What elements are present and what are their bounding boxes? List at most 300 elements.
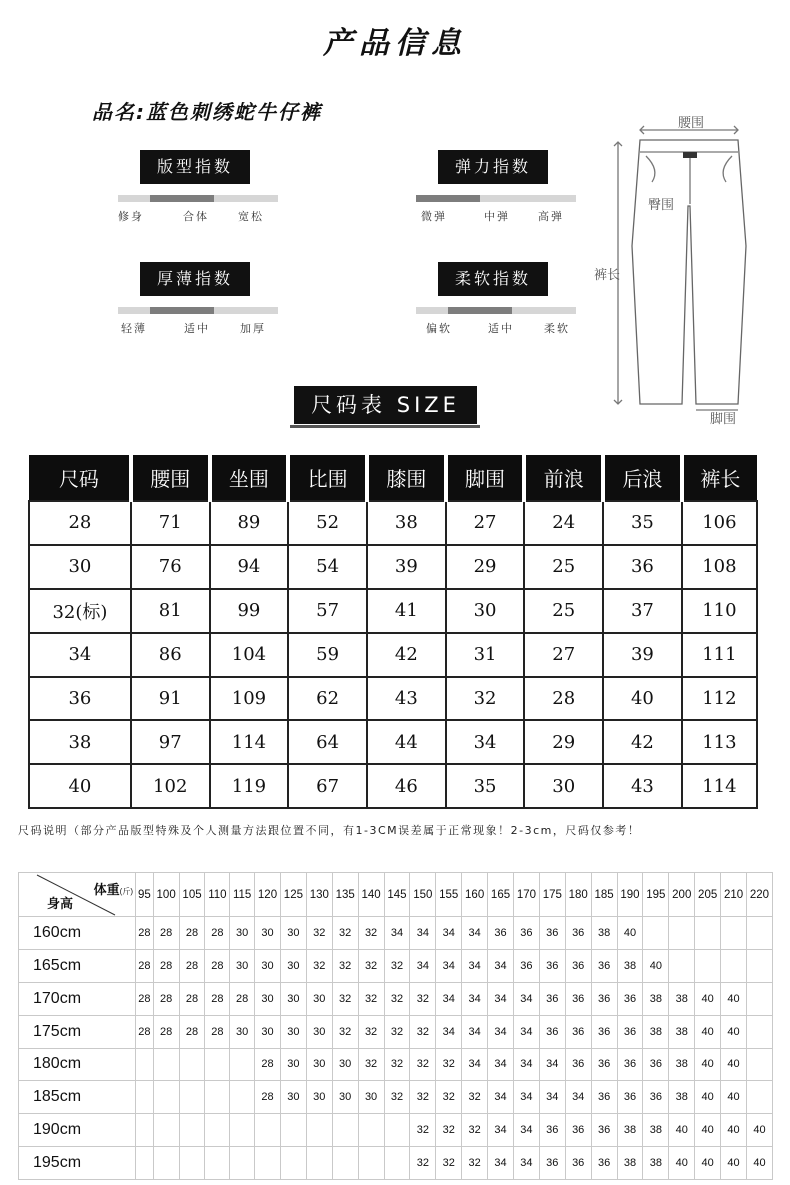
size-cell: 40 <box>29 764 131 808</box>
size-suggestion-cell: 28 <box>153 1015 179 1048</box>
size-suggestion-cell: 32 <box>332 949 358 982</box>
diagram-length-label: 裤长 <box>594 268 621 283</box>
size-suggestion-cell: 34 <box>488 982 514 1015</box>
size-suggestion-cell: 36 <box>565 1015 591 1048</box>
weight-header-cell: 210 <box>721 873 747 917</box>
size-cell: 30 <box>524 764 603 808</box>
size-suggestion-cell: 36 <box>617 1081 643 1114</box>
weight-header-cell: 175 <box>539 873 565 917</box>
size-suggestion-cell <box>306 1147 332 1180</box>
size-suggestion-cell: 30 <box>306 1081 332 1114</box>
size-suggestion-cell: 36 <box>591 1114 617 1147</box>
size-suggestion-cell <box>205 1048 230 1081</box>
size-header-cell: 前浪 <box>524 455 603 501</box>
size-cell: 112 <box>682 677 757 721</box>
size-cell: 29 <box>524 720 603 764</box>
size-cell: 109 <box>210 677 289 721</box>
size-suggestion-cell: 28 <box>255 1081 281 1114</box>
size-suggestion-cell: 30 <box>280 1015 306 1048</box>
size-cell: 37 <box>603 589 682 633</box>
size-suggestion-cell: 30 <box>280 1048 306 1081</box>
size-suggestion-cell <box>746 982 772 1015</box>
size-cell: 31 <box>446 633 525 677</box>
size-cell: 36 <box>603 545 682 589</box>
size-suggestion-cell: 36 <box>591 949 617 982</box>
size-cell: 38 <box>29 720 131 764</box>
size-cell: 27 <box>524 633 603 677</box>
thickness-tick-2: 适中 <box>184 322 210 335</box>
size-suggestion-cell: 40 <box>695 1147 721 1180</box>
size-cell: 57 <box>288 589 367 633</box>
size-suggestion-cell <box>179 1081 205 1114</box>
size-suggestion-cell: 32 <box>410 1015 436 1048</box>
size-suggestion-cell: 28 <box>179 949 205 982</box>
size-suggestion-cell: 30 <box>280 917 306 950</box>
size-suggestion-cell: 32 <box>462 1081 488 1114</box>
size-suggestion-cell: 30 <box>255 1015 281 1048</box>
size-cell: 71 <box>131 501 210 545</box>
size-suggestion-cell <box>153 1081 179 1114</box>
size-table-row <box>29 501 757 545</box>
size-suggestion-cell <box>280 1147 306 1180</box>
size-suggestion-cell <box>358 1147 384 1180</box>
size-table-row <box>29 545 757 589</box>
size-cell: 40 <box>603 677 682 721</box>
size-suggestion-cell: 28 <box>205 949 230 982</box>
table-corner-cell <box>19 873 136 917</box>
size-cell: 44 <box>367 720 446 764</box>
size-cell: 97 <box>131 720 210 764</box>
size-suggestion-cell: 36 <box>565 949 591 982</box>
weight-header-cell: 125 <box>280 873 306 917</box>
size-cell: 43 <box>367 677 446 721</box>
size-suggestion-cell: 34 <box>384 917 410 950</box>
size-cell: 39 <box>367 545 446 589</box>
height-cell: 180cm <box>19 1048 136 1081</box>
weight-header-cell: 115 <box>230 873 255 917</box>
size-suggestion-cell: 30 <box>230 917 255 950</box>
weight-header-cell: 185 <box>591 873 617 917</box>
size-suggestion-cell: 30 <box>332 1081 358 1114</box>
weight-header-cell: 200 <box>669 873 695 917</box>
size-suggestion-cell: 30 <box>306 982 332 1015</box>
size-suggestion-cell <box>230 1147 255 1180</box>
size-suggestion-cell: 28 <box>136 982 154 1015</box>
size-suggestion-cell: 34 <box>410 949 436 982</box>
size-suggestion-cell: 34 <box>513 1048 539 1081</box>
size-suggestion-cell: 32 <box>306 949 332 982</box>
size-cell: 27 <box>446 501 525 545</box>
size-suggestion-cell: 38 <box>643 1015 669 1048</box>
size-suggestion-cell <box>205 1081 230 1114</box>
size-cell: 42 <box>367 633 446 677</box>
size-cell: 111 <box>682 633 757 677</box>
size-suggestion-cell: 36 <box>565 1048 591 1081</box>
weight-header-cell: 110 <box>205 873 230 917</box>
size-suggestion-cell <box>332 1147 358 1180</box>
size-cell: 76 <box>131 545 210 589</box>
size-cell: 113 <box>682 720 757 764</box>
size-suggestion-cell: 38 <box>617 949 643 982</box>
size-suggestion-cell: 28 <box>136 917 154 950</box>
size-suggestion-cell <box>384 1147 410 1180</box>
size-suggestion-cell: 28 <box>136 1015 154 1048</box>
size-suggestion-cell: 36 <box>539 917 565 950</box>
size-suggestion-cell: 40 <box>721 982 747 1015</box>
size-suggestion-cell: 40 <box>695 1015 721 1048</box>
size-suggestion-cell: 40 <box>617 917 643 950</box>
size-suggestion-cell: 32 <box>436 1081 462 1114</box>
size-suggestion-cell: 30 <box>306 1015 332 1048</box>
size-suggestion-cell: 34 <box>513 1015 539 1048</box>
size-cell: 64 <box>288 720 367 764</box>
size-cell: 59 <box>288 633 367 677</box>
size-suggestion-cell: 38 <box>669 1081 695 1114</box>
size-cell: 39 <box>603 633 682 677</box>
softness-index-bar <box>416 307 576 314</box>
size-suggestion-cell: 28 <box>205 982 230 1015</box>
product-name: 品名:蓝色刺绣蛇牛仔裤 <box>92 100 322 124</box>
weight-header-cell: 205 <box>695 873 721 917</box>
size-suggestion-cell: 32 <box>436 1048 462 1081</box>
size-cell: 54 <box>288 545 367 589</box>
size-suggestion-cell: 38 <box>669 1048 695 1081</box>
size-suggestion-cell: 28 <box>179 1015 205 1048</box>
height-cell: 170cm <box>19 982 136 1015</box>
size-cell: 38 <box>367 501 446 545</box>
size-suggestion-cell: 28 <box>136 949 154 982</box>
size-cell: 119 <box>210 764 289 808</box>
size-suggestion-cell: 36 <box>565 1114 591 1147</box>
size-suggestion-cell: 34 <box>488 949 514 982</box>
size-suggestion-cell: 40 <box>695 1081 721 1114</box>
size-suggestion-cell: 38 <box>669 982 695 1015</box>
size-cell: 94 <box>210 545 289 589</box>
size-suggestion-cell: 38 <box>643 1114 669 1147</box>
size-suggestion-cell: 34 <box>488 1114 514 1147</box>
size-suggestion-cell: 36 <box>591 1015 617 1048</box>
size-suggestion-cell: 32 <box>410 1081 436 1114</box>
size-suggestion-cell: 28 <box>205 917 230 950</box>
size-suggestion-cell: 36 <box>617 1048 643 1081</box>
size-suggestion-cell <box>746 949 772 982</box>
weight-header-cell: 160 <box>462 873 488 917</box>
size-cell: 62 <box>288 677 367 721</box>
elasticity-index-label: 弹力指数 <box>438 150 548 184</box>
size-suggestion-cell <box>721 917 747 950</box>
size-cell: 30 <box>446 589 525 633</box>
size-suggestion-cell: 40 <box>746 1147 772 1180</box>
size-suggestion-cell: 40 <box>669 1147 695 1180</box>
height-cell: 190cm <box>19 1114 136 1147</box>
size-suggestion-cell: 32 <box>306 917 332 950</box>
softness-index-label: 柔软指数 <box>438 262 548 296</box>
size-cell: 91 <box>131 677 210 721</box>
size-suggestion-cell: 32 <box>358 1048 384 1081</box>
size-cell: 24 <box>524 501 603 545</box>
size-suggestion-cell: 30 <box>255 917 281 950</box>
reference-row <box>19 982 773 1015</box>
size-suggestion-cell: 32 <box>384 1048 410 1081</box>
size-suggestion-cell <box>695 949 721 982</box>
size-cell: 46 <box>367 764 446 808</box>
weight-header-cell: 195 <box>643 873 669 917</box>
size-suggestion-cell: 40 <box>746 1114 772 1147</box>
size-suggestion-cell: 30 <box>358 1081 384 1114</box>
weight-header-cell: 140 <box>358 873 384 917</box>
size-suggestion-cell: 32 <box>332 1015 358 1048</box>
size-table <box>28 455 758 809</box>
weight-header-cell: 100 <box>153 873 179 917</box>
size-cell: 25 <box>524 545 603 589</box>
size-header-cell: 膝围 <box>367 455 446 501</box>
size-suggestion-cell <box>746 1048 772 1081</box>
size-suggestion-cell: 38 <box>669 1015 695 1048</box>
size-suggestion-cell: 34 <box>462 982 488 1015</box>
softness-tick-2: 适中 <box>488 322 514 335</box>
size-suggestion-cell: 36 <box>539 1147 565 1180</box>
size-suggestion-cell: 28 <box>255 1048 281 1081</box>
pants-diagram <box>588 108 768 430</box>
size-suggestion-cell: 28 <box>205 1015 230 1048</box>
size-suggestion-cell <box>136 1048 154 1081</box>
size-suggestion-cell <box>669 949 695 982</box>
weight-header-cell: 105 <box>179 873 205 917</box>
size-suggestion-cell: 32 <box>384 949 410 982</box>
size-cell: 41 <box>367 589 446 633</box>
height-axis-label: 身高 <box>47 896 74 911</box>
size-suggestion-cell: 34 <box>436 949 462 982</box>
size-suggestion-cell <box>153 1147 179 1180</box>
size-suggestion-cell: 36 <box>565 1147 591 1180</box>
reference-row <box>19 1147 773 1180</box>
size-suggestion-cell <box>695 917 721 950</box>
size-suggestion-cell: 34 <box>513 1114 539 1147</box>
diagram-waist-label: 腰围 <box>678 116 705 131</box>
weight-axis-label: 体重(斤) <box>93 882 133 897</box>
size-suggestion-cell <box>179 1048 205 1081</box>
size-cell: 35 <box>446 764 525 808</box>
size-table-row <box>29 720 757 764</box>
size-suggestion-cell <box>205 1114 230 1147</box>
size-suggestion-cell: 40 <box>695 1048 721 1081</box>
thickness-tick-1: 轻薄 <box>121 322 147 335</box>
size-suggestion-cell: 36 <box>513 917 539 950</box>
size-cell: 34 <box>29 633 131 677</box>
reference-row <box>19 1114 773 1147</box>
weight-header-cell: 120 <box>255 873 281 917</box>
size-suggestion-cell: 34 <box>462 917 488 950</box>
size-suggestion-cell <box>153 1048 179 1081</box>
size-suggestion-cell: 40 <box>721 1147 747 1180</box>
size-suggestion-cell: 32 <box>410 982 436 1015</box>
size-header-cell: 坐围 <box>210 455 289 501</box>
size-suggestion-cell: 30 <box>332 1048 358 1081</box>
size-suggestion-cell: 32 <box>332 917 358 950</box>
size-suggestion-cell: 36 <box>565 917 591 950</box>
size-header-cell: 腰围 <box>131 455 210 501</box>
softness-tick-3: 柔软 <box>544 322 570 335</box>
thickness-tick-3: 加厚 <box>240 322 266 335</box>
diagram-leg-opening-label: 脚围 <box>710 412 737 427</box>
size-cell: 86 <box>131 633 210 677</box>
size-suggestion-cell <box>721 949 747 982</box>
size-suggestion-cell: 34 <box>436 1015 462 1048</box>
size-suggestion-cell: 36 <box>591 982 617 1015</box>
size-suggestion-cell: 32 <box>358 949 384 982</box>
size-cell: 32(标) <box>29 589 131 633</box>
size-cell: 29 <box>446 545 525 589</box>
size-cell: 32 <box>446 677 525 721</box>
fit-tick-2: 合体 <box>183 210 209 223</box>
elasticity-tick-3: 高弹 <box>538 210 564 223</box>
size-cell: 25 <box>524 589 603 633</box>
size-cell: 52 <box>288 501 367 545</box>
size-suggestion-cell: 32 <box>410 1147 436 1180</box>
size-suggestion-cell: 40 <box>695 982 721 1015</box>
size-suggestion-cell: 32 <box>436 1147 462 1180</box>
size-suggestion-cell: 36 <box>539 949 565 982</box>
size-suggestion-cell: 32 <box>358 1015 384 1048</box>
size-cell: 102 <box>131 764 210 808</box>
size-suggestion-cell: 34 <box>565 1081 591 1114</box>
size-suggestion-cell: 30 <box>280 982 306 1015</box>
size-suggestion-cell: 32 <box>410 1048 436 1081</box>
size-suggestion-cell: 34 <box>462 1015 488 1048</box>
size-suggestion-cell: 36 <box>591 1081 617 1114</box>
size-title-underline <box>290 425 480 428</box>
size-suggestion-cell: 40 <box>721 1015 747 1048</box>
size-suggestion-cell <box>332 1114 358 1147</box>
size-suggestion-cell: 36 <box>591 1147 617 1180</box>
size-suggestion-cell: 36 <box>565 982 591 1015</box>
size-suggestion-cell: 32 <box>462 1114 488 1147</box>
size-suggestion-cell: 34 <box>436 982 462 1015</box>
size-suggestion-cell: 40 <box>643 949 669 982</box>
size-suggestion-cell: 36 <box>643 1048 669 1081</box>
size-suggestion-cell: 34 <box>436 917 462 950</box>
size-suggestion-cell <box>306 1114 332 1147</box>
size-suggestion-cell: 28 <box>179 982 205 1015</box>
size-suggestion-cell: 32 <box>384 1081 410 1114</box>
size-suggestion-cell: 34 <box>462 949 488 982</box>
size-header-cell: 脚围 <box>446 455 525 501</box>
size-suggestion-cell <box>255 1147 281 1180</box>
size-suggestion-cell <box>746 1081 772 1114</box>
size-suggestion-cell <box>205 1147 230 1180</box>
height-weight-reference-table <box>18 872 773 1180</box>
size-suggestion-cell <box>136 1147 154 1180</box>
size-cell: 35 <box>603 501 682 545</box>
weight-header-cell: 190 <box>617 873 643 917</box>
size-cell: 67 <box>288 764 367 808</box>
weight-header-cell: 165 <box>488 873 514 917</box>
size-suggestion-cell <box>746 1015 772 1048</box>
size-suggestion-cell: 34 <box>539 1081 565 1114</box>
size-cell: 110 <box>682 589 757 633</box>
size-suggestion-cell: 30 <box>306 1048 332 1081</box>
size-table-title: 尺码表 SIZE <box>294 386 477 424</box>
size-suggestion-cell: 34 <box>513 1081 539 1114</box>
size-suggestion-cell: 30 <box>280 949 306 982</box>
size-suggestion-cell <box>153 1114 179 1147</box>
reference-row <box>19 917 773 950</box>
size-suggestion-cell <box>230 1081 255 1114</box>
softness-tick-1: 偏软 <box>426 322 452 335</box>
weight-header-cell: 130 <box>306 873 332 917</box>
size-suggestion-cell <box>136 1081 154 1114</box>
size-suggestion-cell: 32 <box>462 1147 488 1180</box>
size-suggestion-cell: 40 <box>669 1114 695 1147</box>
size-suggestion-cell <box>179 1114 205 1147</box>
height-cell: 195cm <box>19 1147 136 1180</box>
weight-header-cell: 220 <box>746 873 772 917</box>
size-table-row <box>29 633 757 677</box>
height-cell: 185cm <box>19 1081 136 1114</box>
size-cell: 104 <box>210 633 289 677</box>
size-suggestion-cell <box>746 917 772 950</box>
size-suggestion-cell <box>384 1114 410 1147</box>
elasticity-tick-1: 微弹 <box>421 210 447 223</box>
size-suggestion-cell: 40 <box>721 1048 747 1081</box>
size-suggestion-cell: 40 <box>695 1114 721 1147</box>
size-note: 尺码说明（部分产品版型特殊及个人测量方法跟位置不同，有1-3CM误差属于正常现象！2-3cm，尺码仅参考！ <box>18 824 641 837</box>
weight-header-cell: 170 <box>513 873 539 917</box>
size-suggestion-cell: 32 <box>332 982 358 1015</box>
size-suggestion-cell: 36 <box>591 1048 617 1081</box>
size-suggestion-cell: 38 <box>617 1114 643 1147</box>
size-suggestion-cell: 32 <box>384 982 410 1015</box>
size-suggestion-cell: 28 <box>153 917 179 950</box>
size-cell: 28 <box>29 501 131 545</box>
reference-row <box>19 1048 773 1081</box>
size-suggestion-cell: 34 <box>513 982 539 1015</box>
fit-tick-3: 宽松 <box>238 210 264 223</box>
size-suggestion-cell: 34 <box>513 1147 539 1180</box>
weight-header-cell: 145 <box>384 873 410 917</box>
size-cell: 114 <box>682 764 757 808</box>
size-suggestion-cell: 30 <box>230 1015 255 1048</box>
size-suggestion-cell <box>136 1114 154 1147</box>
reference-row <box>19 1015 773 1048</box>
size-suggestion-cell: 32 <box>358 982 384 1015</box>
size-cell: 108 <box>682 545 757 589</box>
size-suggestion-cell <box>358 1114 384 1147</box>
size-suggestion-cell: 34 <box>488 1048 514 1081</box>
size-table-row <box>29 764 757 808</box>
size-suggestion-cell <box>179 1147 205 1180</box>
size-header-cell: 比围 <box>288 455 367 501</box>
size-cell: 30 <box>29 545 131 589</box>
size-suggestion-cell: 32 <box>410 1114 436 1147</box>
height-cell: 165cm <box>19 949 136 982</box>
size-cell: 81 <box>131 589 210 633</box>
size-suggestion-cell <box>230 1048 255 1081</box>
size-suggestion-cell: 36 <box>643 1081 669 1114</box>
size-suggestion-cell: 38 <box>643 982 669 1015</box>
size-cell: 42 <box>603 720 682 764</box>
size-suggestion-cell: 32 <box>358 917 384 950</box>
elasticity-tick-2: 中弹 <box>484 210 510 223</box>
size-suggestion-cell: 28 <box>153 982 179 1015</box>
weight-header-cell: 180 <box>565 873 591 917</box>
page-title: 产品信息 <box>323 26 467 61</box>
size-suggestion-cell: 34 <box>488 1015 514 1048</box>
size-suggestion-cell: 36 <box>539 982 565 1015</box>
size-suggestion-cell: 36 <box>617 982 643 1015</box>
size-suggestion-cell: 28 <box>179 917 205 950</box>
size-cell: 36 <box>29 677 131 721</box>
